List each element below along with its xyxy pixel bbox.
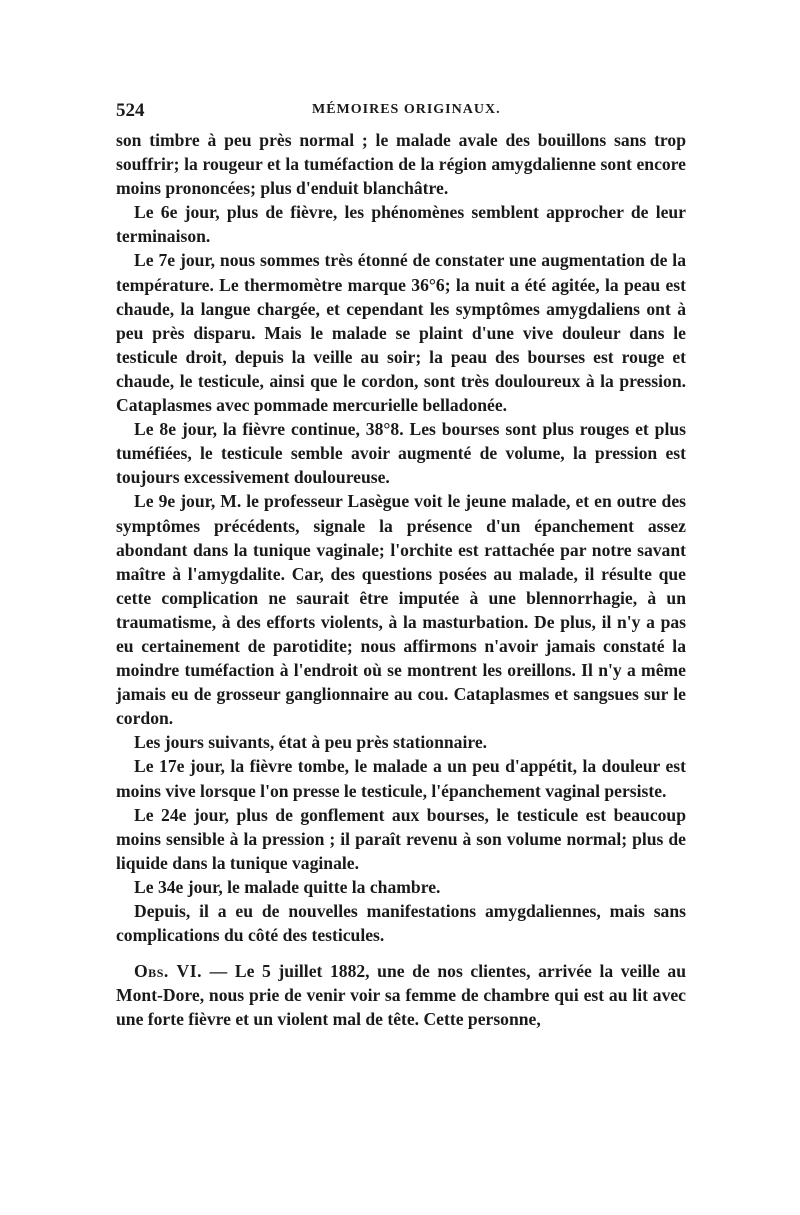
paragraph: Depuis, il a eu de nouvelles manifestations amygdaliennes, mais sans complications du côté des testicules. xyxy=(116,901,686,946)
running-header xyxy=(116,100,686,124)
page-number: 524 xyxy=(116,100,145,121)
body-text xyxy=(116,128,686,1031)
paragraph: Les jours suivants, état à peu près stationnaire. xyxy=(134,732,488,753)
paragraph: Le 17e jour, la fièvre tombe, le malade a un peu d'appétit, la douleur est moins vive lorsque l'on presse le testicule, l'épanchement vaginal persiste. xyxy=(116,756,686,801)
paragraph: Le 8e jour, la fièvre continue, 38°8. Les bourses sont plus rouges et plus tuméfiées, le testicule semble avoir augmenté de volume, la pression est toujours excessivement douloureuse. xyxy=(116,419,686,488)
paragraph: Le 24e jour, plus de gonflement aux bourses, le testicule est beaucoup moins sensible à la pression ; il paraît revenu à son volume normal; plus de liquide dans la tunique vaginale. xyxy=(116,804,686,873)
observation-text: — Le 5 juillet 1882, une de nos clientes, arrivée la veille au Mont-Dore, nous prie de venir voir sa femme de chambre qui est au lit avec une forte fièvre et un violent mal de tête. Cette personne, xyxy=(116,961,687,1030)
observation-label: Obs. VI. xyxy=(134,961,203,982)
paragraph: Le 7e jour, nous sommes très étonné de constater une augmentation de la température. Le thermomètre marque 36°6; la nuit a été agitée, la peau est chaude, la langue chargée, et cependant les symptômes amygdaliens ont à peu près disparu. Mais le malade se plaint d'une vive douleur dans le testicule droit, depuis la veille au soir; la peau des bourses est rouge et chaude, le testicule, ainsi que le cordon, sont très douloureux à la pression. Cataplasmes avec pommade mercurielle belladonée. xyxy=(116,250,686,416)
running-title: MÉMOIRES ORIGINAUX. xyxy=(312,102,501,117)
paragraph: Le 9e jour, M. le professeur Lasègue voit le jeune malade, et en outre des symptômes précédents, signale la présence d'un épanchement assez abondant dans la tunique vaginale; l'orchite est rattachée par notre savant maître à l'amygdalite. Car, des questions posées au malade, il résulte que cette complication ne saurait être imputée à une blennorrhagie, à un traumatisme, à des efforts violents, à la masturbation. De plus, il n'y a pas eu certainement de parotidite; nous affirmons n'avoir jamais constaté la moindre tuméfaction à l'endroit où se montrent les oreillons. Il n'y a même jamais eu de grosseur ganglionnaire au cou. Cataplasmes et sangsues sur le cordon. xyxy=(116,491,686,729)
observation-paragraph xyxy=(116,959,686,1031)
paragraph: son timbre à peu près normal ; le malade avale des bouillons sans trop souffrir; la rougeur et la tuméfaction de la région amygdalienne sont encore moins prononcées; plus d'enduit blanchâtre. xyxy=(116,130,686,199)
paragraph: Le 34e jour, le malade quitte la chambre. xyxy=(134,876,441,897)
paragraph: Le 6e jour, plus de fièvre, les phénomènes semblent approcher de leur terminaison. xyxy=(116,202,686,247)
